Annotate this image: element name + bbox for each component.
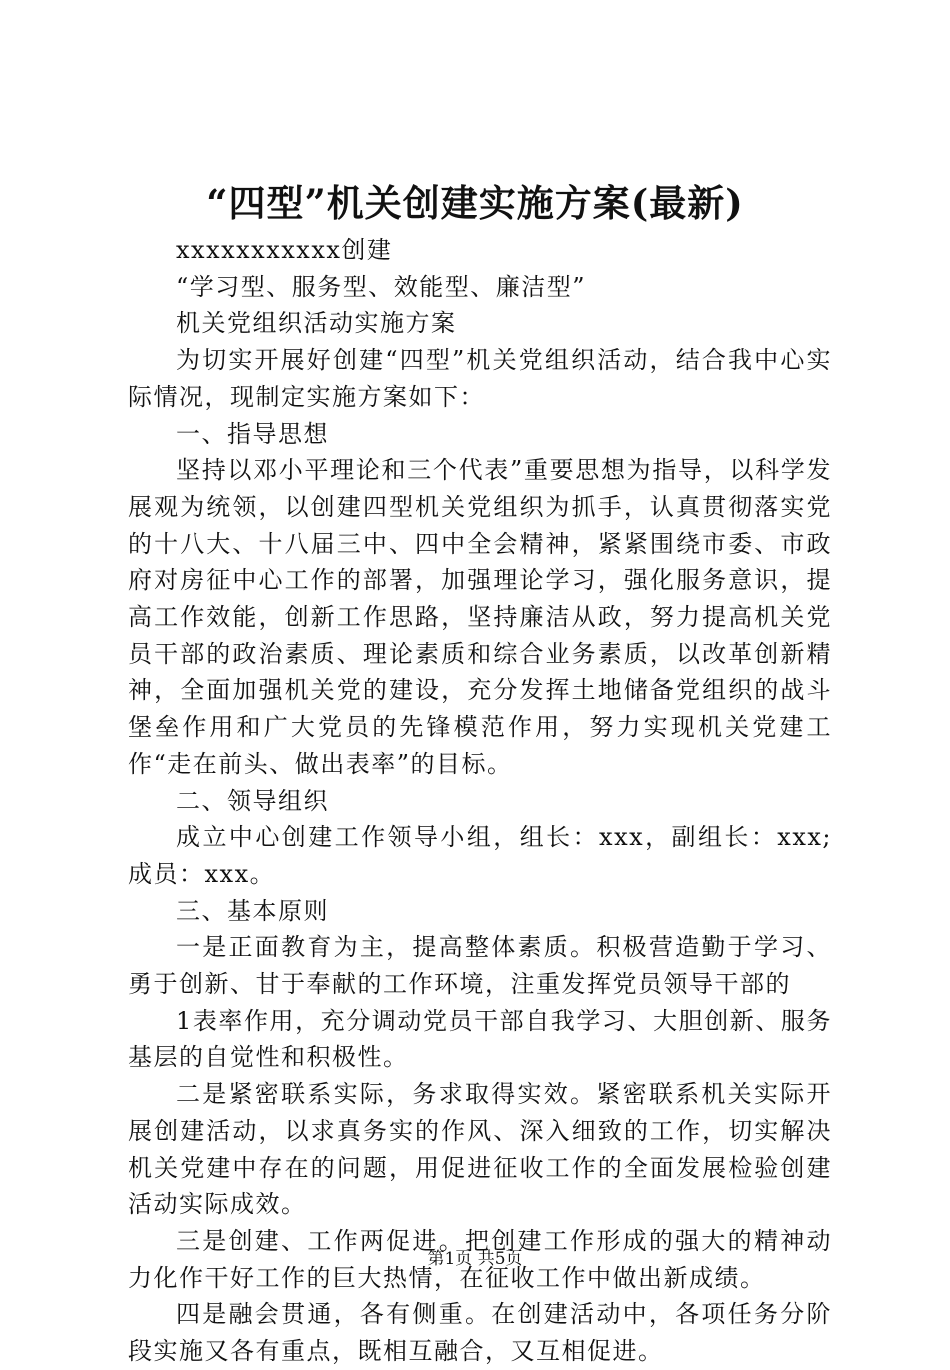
page-footer: 第1页 共5页	[427, 1249, 523, 1269]
paragraph: 坚持以邓小平理论和三个代表”重要思想为指导，以科学发展观为统领，以创建四型机关党组织为抓手，认真贯彻落实党的十八大、十八届三中、四中全会精神，紧紧围绕市委、市政府对房征中心工作的部署，加强理论学习，强化服务意识，提高工作效能，创新工作思路，坚持廉洁从政，努力提高机关党员干部的政治素质、理论素质和综合业务素质，以改革创新精神，全面加强机关党的建设，充分发挥土地储备党组织的战斗堡垒作用和广大党员的先锋模范作用，努力实现机关党建工作“走在前头、做出表率”的目标。	[128, 456, 832, 778]
paragraph: 四是融会贯通，各有侧重。在创建活动中，各项任务分阶段实施又各有重点，既相互融合，又互相促进。	[128, 1300, 832, 1366]
paragraph: 成立中心创建工作领导小组，组长：xxx，副组长：xxx;成员：xxx。	[128, 823, 832, 888]
document-body	[128, 232, 832, 1370]
section-heading: 三、基本原则	[176, 896, 329, 925]
paragraph: 一是正面教育为主，提高整体素质。积极营造勤于学习、勇于创新、甘于奉献的工作环境，注重发挥党员领导干部的	[128, 933, 832, 999]
paragraph: 三是创建、工作两促进。把创建工作形成的强大的精神动力化作干好工作的巨大热情，在征收工作中做出新成绩。	[128, 1226, 832, 1292]
section-heading: 一、指导思想	[176, 419, 329, 448]
paragraph: xxxxxxxxxxx创建	[176, 236, 393, 264]
paragraph: 1表率作用，充分调动党员干部自我学习、大胆创新、服务基层的自觉性和积极性。	[128, 1006, 832, 1072]
paragraph: 二是紧密联系实际，务求取得实效。紧密联系机关实际开展创建活动，以求真务实的作风、深入细致的工作，切实解决机关党建中存在的问题，用促进征收工作的全面发展检验创建活动实际成效。	[128, 1080, 832, 1219]
section-heading: 二、领导组织	[176, 786, 329, 815]
document-title: “四型”机关创建实施方案(最新)	[206, 181, 744, 225]
paragraph: “学习型、服务型、效能型、廉洁型”	[176, 272, 587, 301]
paragraph: 机关党组织活动实施方案	[176, 309, 457, 338]
paragraph: 为切实开展好创建“四型”机关党组织活动，结合我中心实际情况，现制定实施方案如下：	[128, 346, 832, 411]
